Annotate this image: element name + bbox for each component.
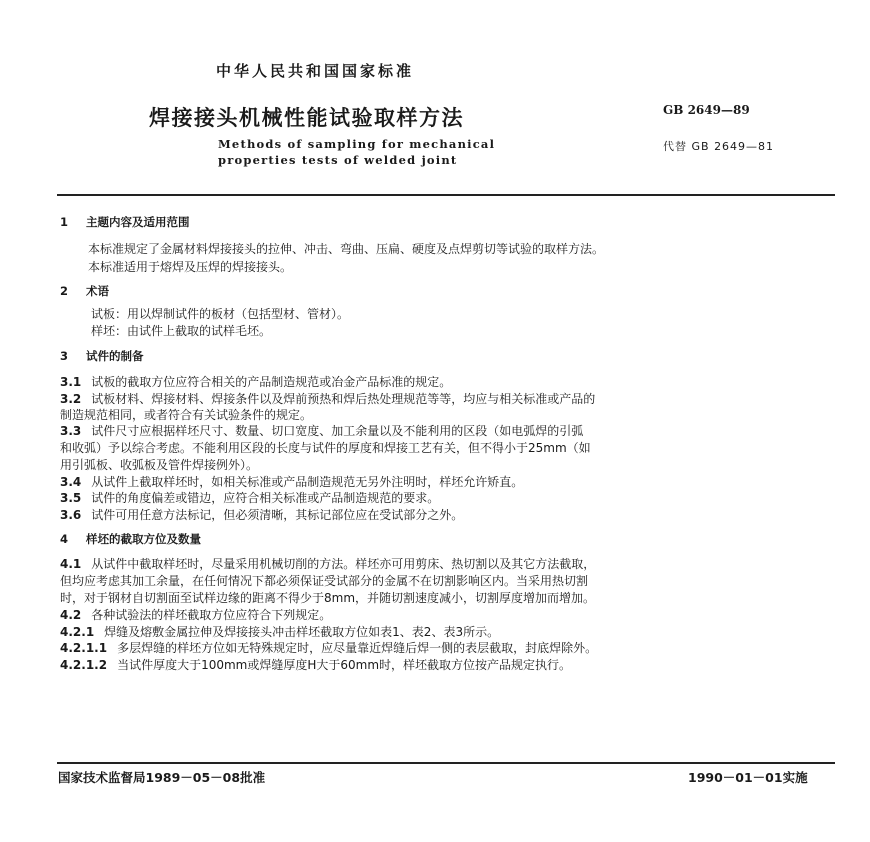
section-number: 3 xyxy=(60,349,69,363)
standard-code: GB 2649—89 xyxy=(663,103,750,117)
document-title: 焊接接头机械性能试验取样方法 xyxy=(149,106,464,130)
clause-text: 各种试验法的样坯截取方位应符合下列规定。 xyxy=(91,608,332,622)
english-title-line-2: properties tests of welded joint xyxy=(218,153,458,167)
paragraph: 本标准适用于熔焊及压焊的焊接接头。 xyxy=(88,260,293,274)
header-divider xyxy=(57,194,835,196)
paragraph: 本标准规定了金属材料焊接接头的拉伸、冲击、弯曲、压扁、硬度及点焊剪切等试验的取样方法。 xyxy=(88,242,605,256)
clause-number: 3.4 xyxy=(60,475,82,489)
replaces-standard: 代替 GB 2649—81 xyxy=(663,140,775,153)
clause-number: 4.2.1 xyxy=(60,625,95,639)
clause-number: 3.3 xyxy=(60,424,82,438)
clause-text-continued: 和收弧）予以综合考虑。不能利用区段的长度与试件的厚度和焊接工艺有关，但不得小于25mm（如 xyxy=(60,441,591,455)
section-title: 试件的制备 xyxy=(86,349,144,363)
clause-number: 3.5 xyxy=(60,491,82,505)
paragraph: 样坯：由试件上截取的试样毛坯。 xyxy=(91,324,272,338)
clause-3-3 xyxy=(60,422,583,439)
clause-4-2-1-2 xyxy=(60,656,571,673)
clause-text: 当试件厚度大于100mm或焊缝厚度H大于60mm时，样坯截取方位按产品规定执行。 xyxy=(117,658,572,672)
section-2-heading xyxy=(60,283,109,299)
section-title: 样坯的截取方位及数量 xyxy=(86,532,202,546)
clause-text: 试件尺寸应根据样坯尺寸、数量、切口宽度、加工余量以及不能利用的区段（如电弧焊的引弧 xyxy=(91,424,584,438)
clause-3-4 xyxy=(60,473,523,490)
clause-text-continued: 但均应考虑其加工余量，在任何情况下都必须保证受试部分的金属不在切割影响区内。当采用热切割 xyxy=(60,574,589,588)
section-1-heading xyxy=(60,214,190,230)
english-title-line-1: Methods of sampling for mechanical xyxy=(218,137,496,151)
clause-3-1 xyxy=(60,373,451,390)
clause-number: 3.1 xyxy=(60,375,82,389)
clause-text: 从试件上截取样坯时，如相关标准或产品制造规范无另外注明时，样坯允许矫直。 xyxy=(91,475,524,489)
clause-3-5 xyxy=(60,489,439,506)
clause-4-2-1 xyxy=(60,623,499,640)
section-title: 术语 xyxy=(86,284,110,298)
clause-text: 试板材料、焊接材料、焊接条件以及焊前预热和焊后热处理规范等等，均应与相关标准或产品的 xyxy=(91,392,596,406)
clause-text: 试板的截取方位应符合相关的产品制造规范或冶金产品标准的规定。 xyxy=(91,375,452,389)
effective-date: 1990－01－01实施 xyxy=(688,770,808,785)
clause-text: 多层焊缝的样坯方位如无特殊规定时，应尽量靠近焊缝后焊一侧的表层截取，封底焊除外。 xyxy=(117,641,598,655)
section-title: 主题内容及适用范围 xyxy=(86,215,190,229)
clause-4-2 xyxy=(60,606,331,623)
clause-3-6 xyxy=(60,506,463,523)
clause-3-2 xyxy=(60,390,595,407)
clause-text: 试件可用任意方法标记，但必须清晰，其标记部位应在受试部分之外。 xyxy=(91,508,464,522)
clause-number: 4.1 xyxy=(60,557,82,571)
section-number: 4 xyxy=(60,532,69,546)
section-number: 2 xyxy=(60,284,69,298)
clause-text-continued: 用引弧板、收弧板及管件焊接例外）。 xyxy=(60,458,259,472)
clause-text: 从试件中截取样坯时，尽量采用机械切削的方法。样坯亦可用剪床、热切割以及其它方法截取， xyxy=(91,557,596,571)
clause-text: 试件的角度偏差或错边，应符合相关标准或产品制造规范的要求。 xyxy=(91,491,440,505)
clause-text-continued: 时，对于钢材自切割面至试样边缘的距离不得少于8mm，并随切割速度减小，切割厚度增加而增加。 xyxy=(60,591,596,605)
clause-number: 3.6 xyxy=(60,508,82,522)
section-number: 1 xyxy=(60,215,69,229)
paragraph: 试板：用以焊制试件的板材（包括型材、管材）。 xyxy=(91,307,350,321)
section-4-heading xyxy=(60,531,201,547)
clause-4-2-1-1 xyxy=(60,639,597,656)
clause-number: 4.2.1.2 xyxy=(60,658,108,672)
approval-date: 国家技术监督局1989－05－08批准 xyxy=(58,770,266,785)
clause-number: 3.2 xyxy=(60,392,82,406)
section-3-heading xyxy=(60,348,144,364)
clause-text: 焊缝及熔敷金属拉伸及焊接接头冲击样坯截取方位如表1、表2、表3所示。 xyxy=(104,625,500,639)
clause-text-continued: 制造规范相同，或者符合有关试验条件的规定。 xyxy=(60,408,313,422)
clause-number: 4.2 xyxy=(60,608,82,622)
issuing-organization: 中华人民共和国国家标准 xyxy=(216,62,415,80)
clause-number: 4.2.1.1 xyxy=(60,641,108,655)
footer-divider xyxy=(57,762,835,764)
clause-4-1 xyxy=(60,555,595,572)
